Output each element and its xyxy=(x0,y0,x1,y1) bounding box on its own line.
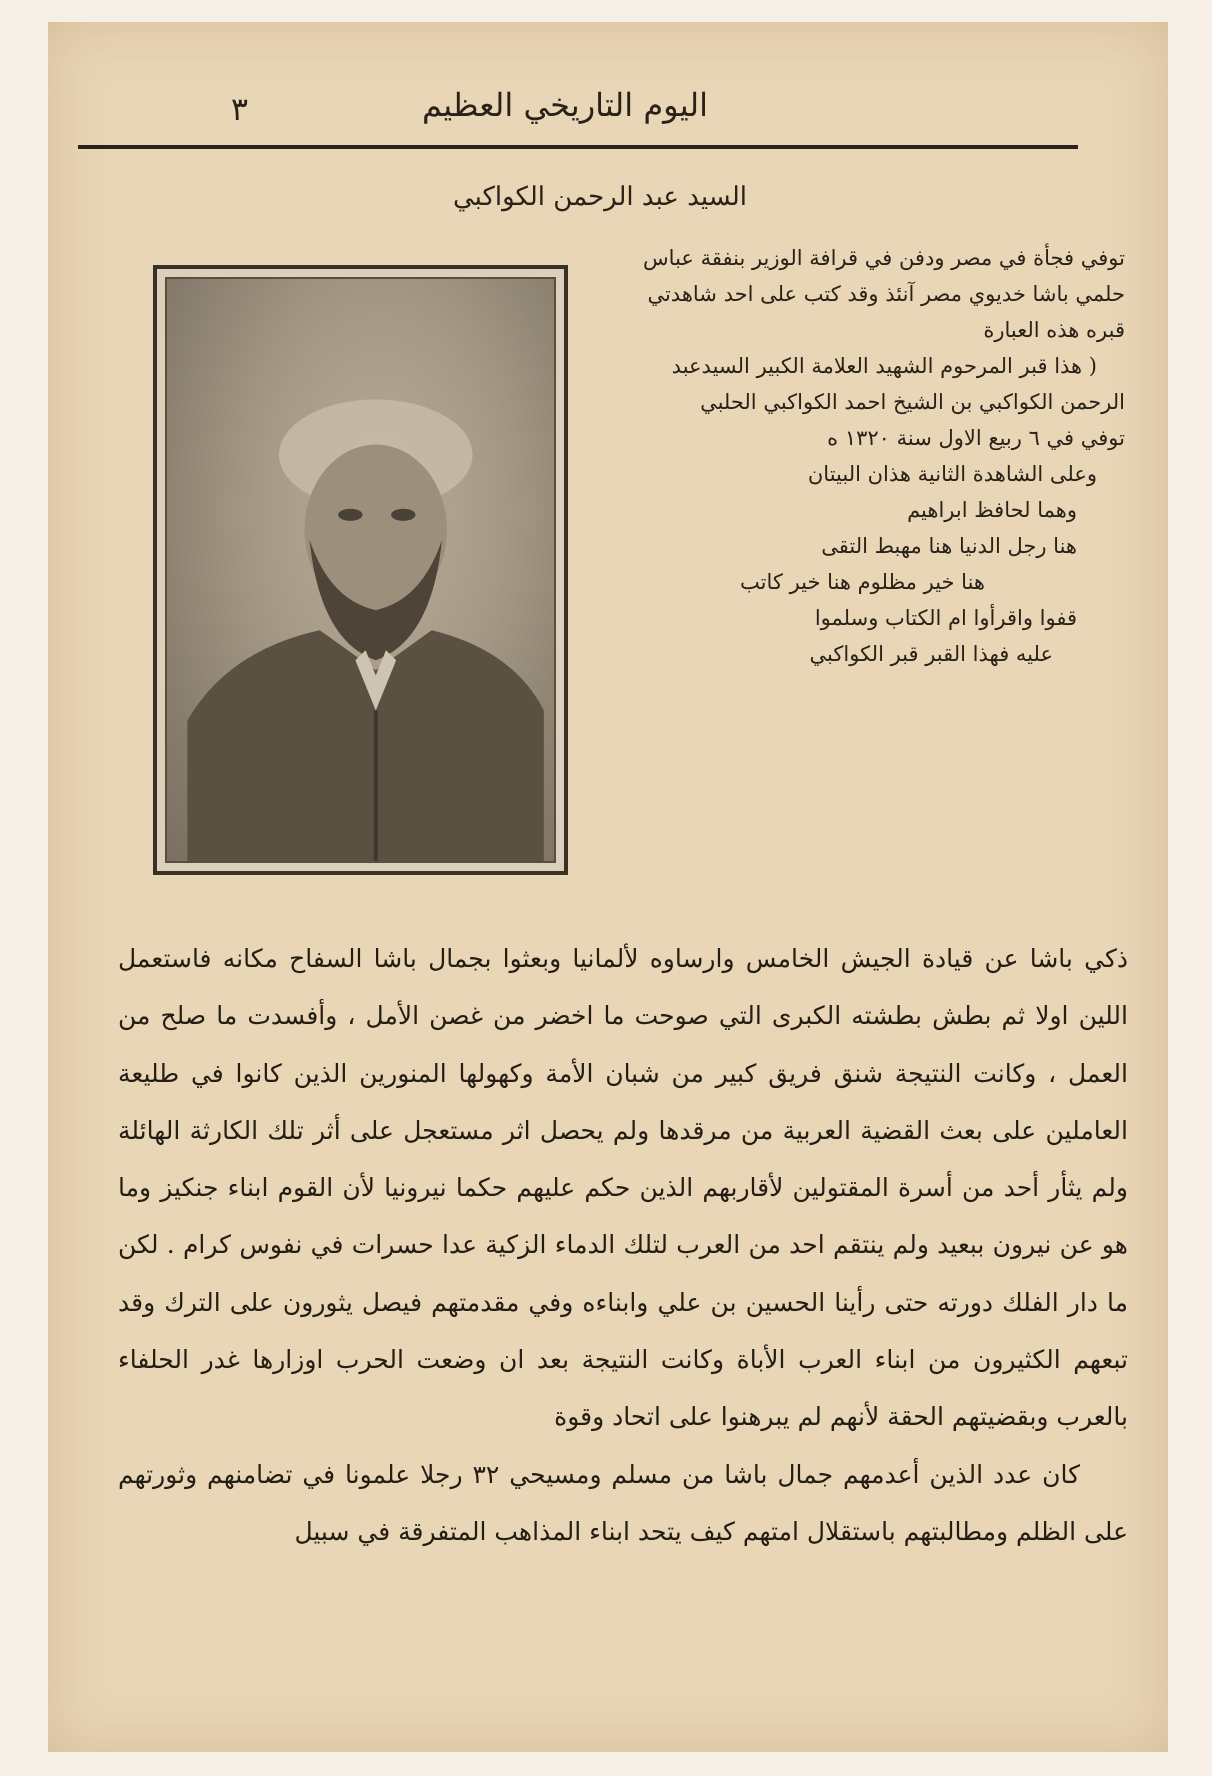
text-line: توفي فجأة في مصر ودفن في قرافة الوزير بنفقة عباس xyxy=(643,246,1125,270)
body-text xyxy=(118,930,1128,1560)
text-line: قبره هذه العبارة xyxy=(983,318,1125,342)
section-heading: السيد عبد الرحمن الكواكبي xyxy=(452,182,748,212)
portrait-frame xyxy=(153,265,568,875)
portrait-figure xyxy=(167,279,554,861)
verse-line: عليه فهذا القبر قبر الكواكبي xyxy=(809,642,1053,666)
body-paragraph: كان عدد الذين أعدمهم جمال باشا من مسلم ومسيحي ٣٢ رجلا علمونا في تضامنهم وثورتهم على الظلم ومطالبتهم باستقلال امتهم كيف يتحد ابناء المذاهب المتفرقة في سبيل xyxy=(118,1459,1128,1546)
portrait-photo xyxy=(165,277,556,863)
text-line: وهما لحافظ ابراهيم xyxy=(907,498,1077,522)
text-line: ( هذا قبر المرحوم الشهيد العلامة الكبير السيدعبد xyxy=(671,354,1097,378)
epitaph-column xyxy=(590,240,1125,672)
verse-line: قفوا واقرأوا ام الكتاب وسلموا xyxy=(814,606,1077,630)
verse-line: هنا رجل الدنيا هنا مهبط التقى xyxy=(821,534,1077,558)
page-number: ٣ xyxy=(230,90,248,128)
running-title: اليوم التاريخي العظيم xyxy=(422,86,708,124)
page-header xyxy=(78,70,1078,140)
verse-line: هنا خير مظلوم هنا خير كاتب xyxy=(740,570,985,594)
body-paragraph: ذكي باشا عن قيادة الجيش الخامس وارساوه لألمانيا وبعثوا بجمال باشا السفاح مكانه فاستعمل اللين اولا ثم بطش بطشته الكبرى التي صوحت ما اخضر من غصن الأمل ، وأفسدت ما صلح من العمل ، وكانت النتيجة شنق فريق كبير من شبان الأمة وكهولها المنورين الذين كانوا في طليعة العاملين على بعث القضية العربية من مرقدها ولم يحصل اثر مستعجل على أثر تلك الكارثة الهائلة ولم يثأر أحد من أسرة المقتولين لأقاربهم الذين حكم عليهم حكما نيرونيا لأن القوم ابناء جنكيز وما هو عن نيرون ببعيد ولم ينتقم احد من العرب لتلك الدماء الزكية عدا حسرات في نفوس كرام . لكن ما دار الفلك دورته حتى رأينا الحسين بن علي وابناءه وفي مقدمتهم فيصل يثورون على الترك وقد تبعهم الكثيرون من ابناء العرب الأباة وكانت النتيجة بعد ان وضعت الحرب اوزارها غدر الحلفاء بالعرب وبقضيتهم الحقة لأنهم لم يبرهنوا على اتحاد وقوة xyxy=(118,944,1128,1432)
text-line: توفي في ٦ ربيع الاول سنة ١٣٢٠ ه xyxy=(827,426,1125,450)
text-line: الرحمن الكواكبي بن الشيخ احمد الكواكبي الحلبي xyxy=(700,390,1125,414)
text-line: حلمي باشا خديوي مصر آنئذ وقد كتب على احد شاهدتي xyxy=(647,282,1125,306)
header-rule xyxy=(78,145,1078,149)
text-line: وعلى الشاهدة الثانية هذان البيتان xyxy=(807,462,1097,486)
